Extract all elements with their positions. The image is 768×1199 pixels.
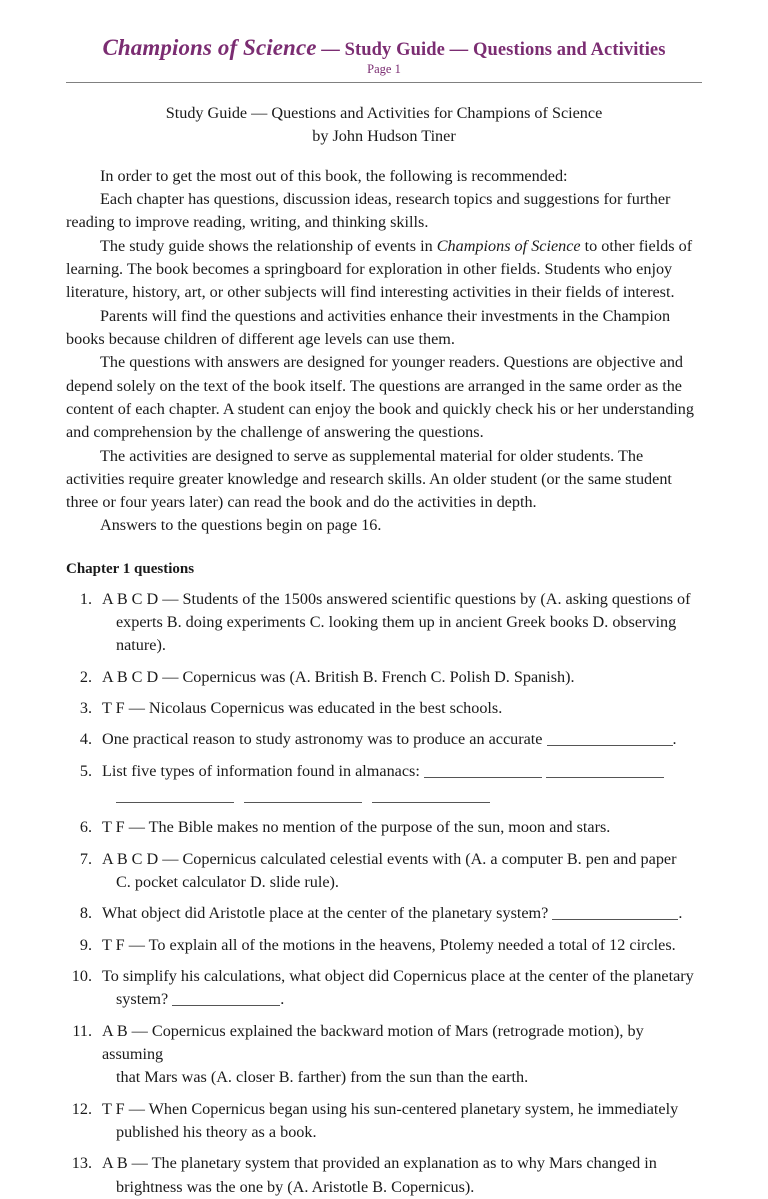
fill-in-blank[interactable]	[546, 762, 664, 778]
document-header	[66, 0, 702, 83]
intro-p3-part-b: to other fields of learning. The book becomes a springboard for exploration in other fields. Students who enjoy literature, history, art, or other subjects will find interesting activities in their fields of interest.	[66, 236, 693, 302]
intro-paragraph-4: Parents will find the questions and activities enhance their investments in the Champion books because children of different age levels can use them.	[66, 306, 671, 348]
question-text	[102, 760, 702, 783]
list-item	[66, 1020, 702, 1090]
subtitle-line-1: Study Guide — Questions and Activities for Champions of Science	[165, 104, 603, 123]
question-number: 6.	[79, 818, 92, 837]
question-text	[102, 728, 702, 751]
question-number: 10.	[71, 967, 92, 986]
fill-in-blank[interactable]	[424, 762, 542, 778]
list-item	[66, 728, 702, 751]
list-item	[66, 760, 702, 809]
header-page-label: Page 1	[367, 61, 401, 76]
question-text-before-blank: List five types of information found in almanacs:	[102, 761, 424, 780]
question-text-continued: that Mars was (A. closer B. farther) from the sun than the earth.	[116, 1068, 529, 1087]
intro-paragraph-6: The activities are designed to serve as supplemental material for older students. The activities require greater knowledge and research skills. An older student (or the same student three or four years later) can read the book and do the activities in depth.	[66, 446, 672, 512]
fill-in-blank[interactable]	[172, 991, 280, 1007]
intro-paragraph-2: Each chapter has questions, discussion ideas, research topics and suggestions for further reading to improve reading, writing, and thinking skills.	[66, 189, 671, 232]
intro-p3-book-title: Champions of Science	[436, 236, 581, 255]
question-number: 8.	[79, 904, 92, 923]
list-item	[66, 1152, 702, 1199]
header-title-rest: — Study Guide — Questions and Activities	[316, 40, 666, 60]
question-number: 11.	[72, 1021, 92, 1040]
fill-in-blank[interactable]	[372, 787, 490, 803]
question-list	[66, 588, 702, 1199]
question-text-after-blank: .	[678, 904, 683, 923]
intro-p3-part-a: The study guide shows the relationship of events in	[100, 236, 437, 255]
subtitle-block	[66, 102, 702, 148]
question-text: T F — To explain all of the motions in the heavens, Ptolemy needed a total of 12 circles.	[102, 935, 676, 954]
question-text-continued: experts B. doing experiments C. looking them up in ancient Greek books D. observing nature).	[116, 613, 677, 655]
list-item	[66, 666, 702, 689]
fill-in-blank[interactable]	[244, 787, 362, 803]
list-item	[66, 588, 702, 658]
intro-paragraph-7: Answers to the questions begin on page 16.	[100, 516, 382, 535]
fill-in-blank[interactable]	[547, 731, 673, 747]
chapter-heading: Chapter 1 questions	[66, 560, 195, 577]
question-text: A B — The planetary system that provided an explanation as to why Mars changed in	[102, 1154, 657, 1173]
question-number: 12.	[71, 1099, 92, 1118]
question-number: 2.	[79, 667, 92, 686]
question-number: 13.	[71, 1154, 92, 1173]
question-text-continued: brightness was the one by (A. Aristotle B. Copernicus).	[116, 1177, 475, 1196]
fill-in-blank[interactable]	[552, 905, 678, 921]
list-item	[66, 965, 702, 1012]
header-divider	[66, 82, 702, 83]
question-number: 7.	[79, 849, 92, 868]
question-text: A B — Copernicus explained the backward motion of Mars (retrograde motion), by assuming	[102, 1021, 644, 1064]
question-text-continued: C. pocket calculator D. slide rule).	[116, 873, 339, 892]
question-text-continued: published his theory as a book.	[116, 1123, 317, 1142]
header-title	[66, 36, 702, 60]
question-text: A B C D — Copernicus calculated celestial events with (A. a computer B. pen and paper	[102, 849, 677, 868]
question-text: A B C D — Copernicus was (A. British B. French C. Polish D. Spanish).	[102, 667, 575, 686]
question-cont-after-blank: .	[280, 990, 285, 1009]
question-text: T F — When Copernicus began using his sun-centered planetary system, he immediately	[102, 1099, 679, 1118]
intro-body	[66, 165, 702, 538]
question-number: 3.	[79, 699, 92, 718]
list-item	[66, 902, 702, 925]
question-text-before-blank: One practical reason to study astronomy was to produce an accurate	[102, 730, 547, 749]
question-number: 9.	[79, 935, 92, 954]
question-text-after-blank: .	[672, 730, 677, 749]
list-item	[66, 934, 702, 957]
question-text: A B C D — Students of the 1500s answered scientific questions by (A. asking questions of	[102, 589, 691, 608]
question-number: 1.	[79, 589, 92, 608]
question-text-before-blank: What object did Aristotle place at the center of the planetary system?	[102, 904, 553, 923]
header-title-book: Champions of Science	[102, 35, 317, 60]
list-item	[66, 1098, 702, 1145]
subtitle-line-2: by John Hudson Tiner	[312, 127, 456, 146]
question-text: T F — Nicolaus Copernicus was educated in the best schools.	[102, 699, 503, 718]
intro-paragraph-5: The questions with answers are designed for younger readers. Questions are objective and depend solely on the text of the book itself. The questions are arranged in the same order as the content of each chapter. A student can enjoy the book and quickly check his or her understanding and comprehension by the challenge of answering the questions.	[66, 353, 694, 442]
fill-in-blank[interactable]	[116, 787, 234, 803]
list-item	[66, 816, 702, 839]
question-cont-before-blank: system?	[116, 990, 173, 1009]
question-text-continued	[102, 988, 702, 1011]
question-text: T F — The Bible makes no mention of the purpose of the sun, moon and stars.	[102, 818, 611, 837]
list-item	[66, 697, 702, 720]
question-text: To simplify his calculations, what object did Copernicus place at the center of the planetary	[102, 967, 694, 986]
question-number: 5.	[79, 761, 92, 780]
list-item	[66, 848, 702, 895]
intro-paragraph-1: In order to get the most out of this book, the following is recommended:	[100, 166, 568, 185]
question-text	[102, 902, 702, 925]
intro-paragraph-3	[66, 235, 702, 305]
question-number: 4.	[79, 730, 92, 749]
fill-in-blank-row	[102, 785, 702, 808]
